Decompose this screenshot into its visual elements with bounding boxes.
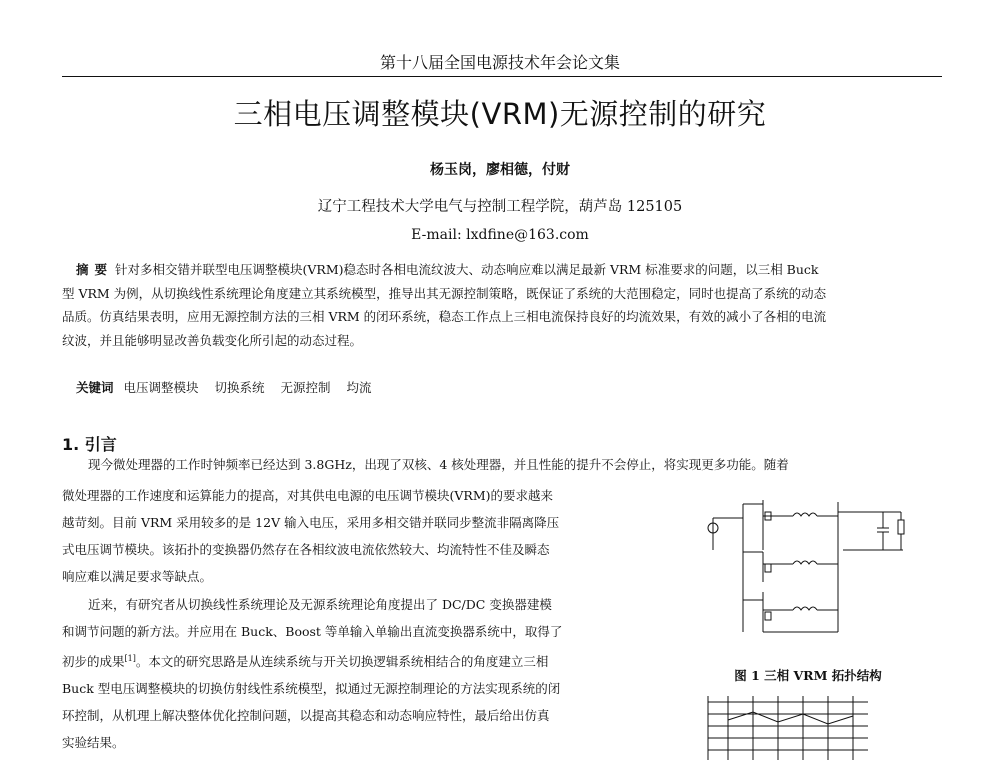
header-rule [62, 76, 942, 77]
paragraph-1 [62, 482, 559, 590]
keyword: 电压调整模块 [123, 380, 199, 395]
abstract-line-3: 品质。仿真结果表明，应用无源控制方法的三相 VRM 的闭环系统，稳态工作点上三相电流保持良好的均流效果，有效的减小了各相的电流 [62, 309, 827, 324]
running-header: 第十八届全国电源技术年会论文集 [379, 53, 620, 72]
text-line: 微处理器的工作速度和运算能力的提高，对其供电电源的电压调节模块(VRM)的要求越来 [62, 488, 553, 503]
abstract-label: 摘要 [76, 262, 114, 277]
text-line: 环控制，从机理上解决整体优化控制问题，以提高其稳态和动态响应特性，最后给出仿真 [62, 708, 550, 724]
abstract [62, 258, 942, 352]
inductor-icon [793, 561, 817, 564]
keyword: 均流 [346, 380, 372, 395]
text-line: 式电压调节模块。该拓扑的变换器仍然存在各相纹波电流依然较大、均流特性不佳及瞬态 [62, 542, 550, 557]
inductor-icon [793, 607, 817, 610]
authors: 杨玉岗，廖相德，付财 [430, 162, 570, 178]
keywords-label: 关键词 [76, 380, 114, 395]
figure-1-circuit [693, 492, 928, 652]
figure-1-caption: 图 1 三相 VRM 拓扑结构 [734, 668, 882, 683]
text-line: 近来，有研究者从切换线性系统理论及无源系统理论角度提出了 DC/DC 变换器建模 [88, 597, 552, 612]
text-line: Buck 型电压调整模块的切换仿射线性系统模型，拟通过无源控制理论的方法实现系统的闭 [62, 681, 561, 697]
paper-title: 三相电压调整模块(VRM)无源控制的研究 [233, 97, 767, 131]
text-line: 越苛刻。目前 VRM 采用较多的是 12V 输入电压，采用多相交错并联同步整流非隔离降压 [62, 515, 560, 530]
paragraph-2 [62, 591, 562, 756]
text-line: 和调节问题的新方法。并应用在 Buck、Boost 等单输入单输出直流变换器系统中，取得了 [62, 624, 563, 639]
text-line: 初步的成果[1]。本文的研究思路是从连续系统与开关切换逻辑系统相结合的角度建立三相 [62, 654, 549, 670]
affiliation: 辽宁工程技术大学电气与控制工程学院，葫芦岛 125105 [317, 199, 683, 215]
keyword: 无源控制 [280, 380, 331, 395]
figure-2-waveforms [698, 692, 898, 760]
email[interactable]: E-mail: lxdfine@163.com [411, 227, 589, 243]
inductor-icon [793, 513, 817, 516]
abstract-line-4: 纹波，并且能够明显改善负载变化所引起的动态过程。 [62, 332, 363, 348]
load-resistor-icon [898, 520, 904, 534]
section-heading: 1. 引言 [62, 435, 117, 454]
abstract-line-2: 型 VRM 为例，从切换线性系统理论角度建立其系统模型，推导出其无源控制策略，既保证了系统的大范围稳定，同时也提高了系统的动态 [62, 285, 827, 301]
keyword: 切换系统 [214, 380, 265, 395]
keywords [76, 378, 384, 396]
text-line: 实验结果。 [62, 735, 125, 751]
citation[interactable]: [1] [124, 654, 136, 663]
paragraph-1-first-line: 现今微处理器的工作时钟频率已经达到 3.8GHz，出现了双核、4 核处理器，并且性能的提升不会停止，将实现更多功能。随着 [88, 457, 789, 472]
abstract-line-1: 摘要 针对多相交错并联型电压调整模块(VRM)稳态时各相电流纹波大、动态响应难以满足最新 VRM 标准要求的问题，以三相 Buck [76, 262, 819, 277]
text-line: 响应难以满足要求等缺点。 [62, 569, 213, 584]
